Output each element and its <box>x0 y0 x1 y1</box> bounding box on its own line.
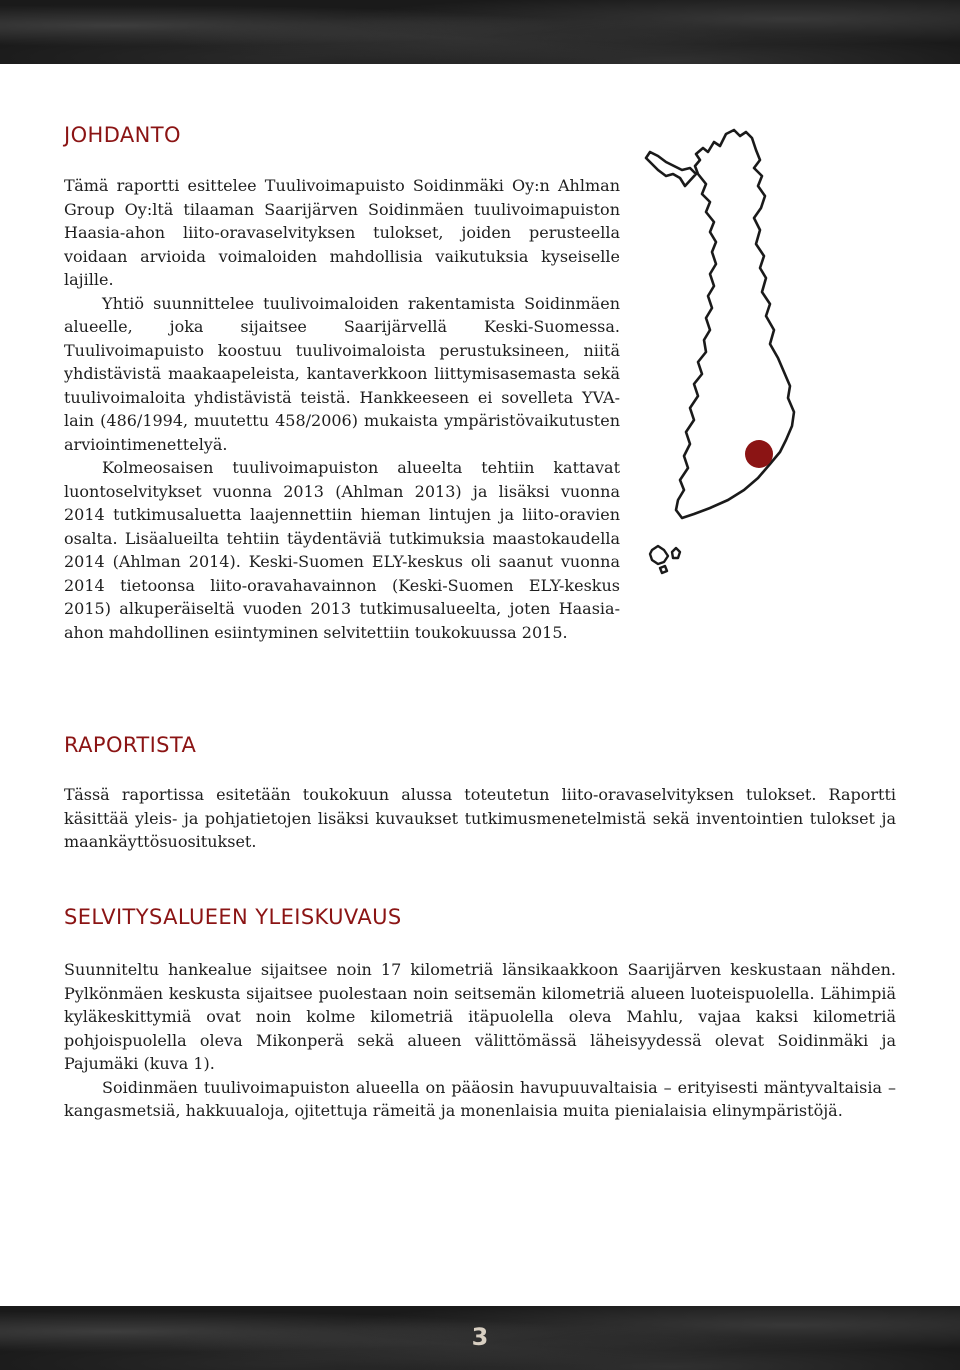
selvitysalue-paragraph-1: Suunniteltu hankealue sijaitsee noin 17 kilometriä länsikaakkoon Saarijärven keskustaan nähden. Pylkönmäen keskusta sijaitsee puolestaan noin seitsemän kilometriä alueen luoteispuolella. Lähimpiä kyläkeskittymiä ovat noin kolme kilometriä itäpuolella oleva Mahlu, vajaa kaksi kilometriä pohjoispuolella oleva Mikonperä sekä alueen välittömässä läheisyydessä olevat Soidinmäki ja Pajumäki (kuva 1). <box>64 960 896 1073</box>
johdanto-paragraph-2: Yhtiö suunnittelee tuulivoimaloiden rakentamista Soidinmäen alueelle, joka sijaitsee Saarijärvellä Keski-Suomessa. Tuulivoimapuisto koostuu tuulivoimaloista perustuksineen, niitä yhdistävistä maakaapeleista, kantaverkkoon liittymisasemasta sekä tuulivoimaloita yhdistävistä teistä. Hankkeeseen ei sovelleta YVA-lain (486/1994, muutettu 458/2006) mukaista ympäristövaikutusten arviointimenettelyä. <box>64 293 620 454</box>
aland-islands <box>650 546 680 573</box>
heading-selvitysalue: SELVITYSALUEEN YLEISKUVAUS <box>64 905 402 929</box>
finland-map <box>640 126 800 580</box>
heading-johdanto: JOHDANTO <box>64 123 181 147</box>
selvitysalue-paragraph-2: Soidinmäen tuulivoimapuiston alueella on pääosin havupuuvaltaisia – erityisesti mäntyvaltaisia – kangasmetsiä, hakkuualoja, ojitettuja rämeitä ja monenlaisia muita pienialaisia elinympäristöjä. <box>64 1077 896 1120</box>
top-texture-band <box>0 0 960 64</box>
raportista-paragraph-1: Tässä raportissa esitetään toukokuun alussa toteutetun liito-oravaselvityksen tulokset. Raportti käsittää yleis- ja pohjatietojen lisäksi kuvaukset tutkimusmenetelmistä sekä inventointien tulokset ja maankäyttösuositukset. <box>64 785 896 851</box>
selvitysalue-text <box>64 958 896 1123</box>
finland-outline <box>646 130 794 518</box>
johdanto-paragraph-1: Tämä raportti esittelee Tuulivoimapuisto Soidinmäki Oy:n Ahlman Group Oy:ltä tilaaman Saarijärven Soidinmäen tuulivoimapuiston Haasia-ahon liito-oravaselvityksen tulokset, joiden perusteella voidaan arvioida voimaloiden mahdollisia vaikutuksia kyseiselle lajille. <box>64 176 620 289</box>
location-marker <box>745 440 773 468</box>
johdanto-paragraph-3: Kolmeosaisen tuulivoimapuiston alueelta tehtiin kattavat luontoselvitykset vuonna 2013 (Ahlman 2013) ja lisäksi vuonna 2014 tutkimusaluetta laajennettiin hieman lintujen ja liito-oravien osalta. Lisäalueilta tehtiin täydentäviä tutkimuksia maastokaudella 2014 (Ahlman 2014). Keski-Suomen ELY-keskus oli saanut vuonna 2014 tietoonsa liito-oravahavainnon (Keski-Suomen ELY-keskus 2015) alkuperäiseltä vuoden 2013 tutkimusalueelta, joten Haasia-ahon mahdollinen esiintyminen selvitettiin toukokuussa 2015. <box>64 458 620 642</box>
johdanto-text <box>64 174 620 644</box>
page-number: 3 <box>471 1323 489 1351</box>
heading-raportista: RAPORTISTA <box>64 733 197 757</box>
raportista-text <box>64 783 896 854</box>
